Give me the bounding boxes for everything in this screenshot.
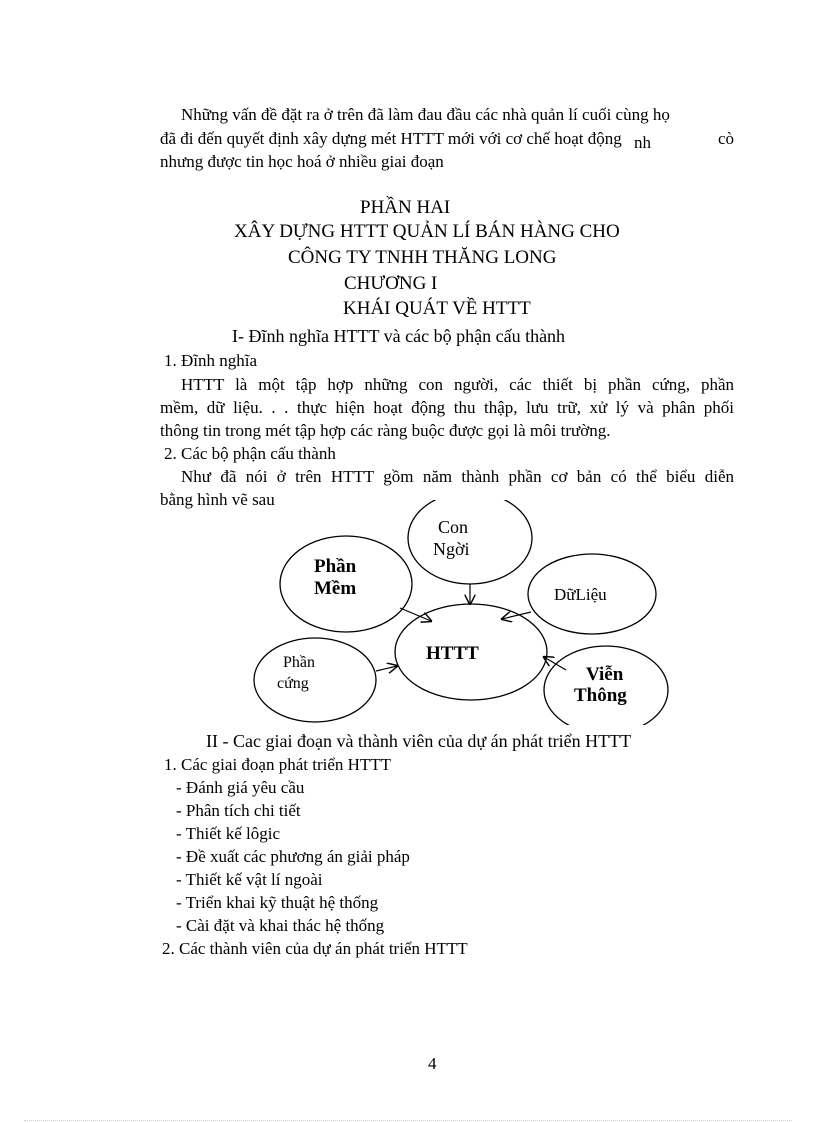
intro-line-2-end: cò: [717, 129, 734, 148]
components-line-2: bằng hình vẽ sau: [160, 490, 275, 509]
section2-item1-title: 1. Các giai đoạn phát triển HTTT: [164, 755, 392, 774]
part-subtitle-2: CÔNG TY TNHH THĂNG LONG: [288, 247, 557, 268]
stage-item: - Cài đặt và khai thác hệ thống: [176, 916, 385, 935]
phan-cung-label-1: Phần: [283, 654, 315, 671]
components-line-1: Như đã nói ở trên HTTT gồm năm thành phần cơ bản có thể biểu diễn: [181, 467, 734, 486]
section2-item2-title: 2. Các thành viên của dự án phát triển HTTT: [162, 939, 468, 958]
section1-item1-title: 1. Đĩnh nghĩa: [164, 351, 258, 370]
stage-item: - Thiết kế vật lí ngoài: [176, 870, 323, 889]
section1-item2-title: 2. Các bộ phận cấu thành: [164, 444, 336, 463]
page-number: 4: [428, 1054, 437, 1073]
definition-line-1: HTTT là một tập hợp những con người, các thiết bị phần cứng, phần: [181, 375, 734, 394]
intro-line-2-main: đã đi đến quyết định xây dựng mét HTTT mới với cơ chế hoạt động: [160, 129, 622, 148]
htts-center-label: HTTT: [426, 643, 479, 664]
phan-mem-label-1: Phần: [314, 556, 357, 577]
definition-line-3: thông tin trong mét tập hợp các ràng buộc được gọi là môi trường.: [160, 421, 611, 440]
section2-heading: II - Cac giai đoạn và thành viên của dự án phát triển HTTT: [206, 731, 632, 751]
con-nguoi-label-1: Con: [438, 517, 469, 537]
intro-line-2-sub: nh: [633, 133, 651, 152]
phan-cung-node: [254, 638, 376, 722]
stage-item: - Phân tích chi tiết: [176, 801, 301, 820]
stage-item: - Triển khai kỹ thuật hệ thống: [176, 893, 379, 912]
phan-cung-label-2: cứng: [277, 675, 309, 692]
phan-mem-label-2: Mềm: [314, 578, 357, 599]
stage-item: - Thiết kế lôgic: [176, 824, 281, 843]
page-bottom-rule: [24, 1120, 792, 1121]
con-nguoi-label-2: Ngời: [433, 539, 470, 559]
arrow-phan-cung: [376, 666, 397, 671]
intro-line-3: nhưng được tin học hoá ở nhiều giai đoạn: [160, 152, 444, 171]
htts-components-diagram: [240, 500, 680, 725]
stage-item: - Đề xuất các phương án giải pháp: [176, 847, 410, 866]
stage-item: - Đánh giá yêu cầu: [176, 778, 305, 797]
chapter-subtitle: KHÁI QUÁT VỀ HTTT: [343, 298, 531, 319]
definition-line-2: mềm, dữ liệu. . . thực hiện hoạt động thu thập, lưu trữ, xử lý và phân phối: [160, 398, 734, 417]
chapter-title: CHƯƠNG I: [344, 273, 438, 294]
du-lieu-label: DữLiệu: [554, 585, 607, 604]
intro-line-2: [160, 128, 734, 150]
part-subtitle-1: XÂY DỰNG HTTT QUẢN LÍ BÁN HÀNG CHO: [234, 221, 620, 242]
intro-line-1: Những vấn đề đặt ra ở trên đã làm đau đầu các nhà quản lí cuối cùng họ: [181, 105, 670, 124]
vien-thong-label-2: Thông: [574, 685, 627, 706]
vien-thong-label-1: Viễn: [586, 664, 624, 685]
section1-heading: I- Đĩnh nghĩa HTTT và các bộ phận cấu thành: [232, 326, 566, 346]
con-nguoi-node: [408, 500, 532, 584]
part-title: PHẦN HAI: [360, 197, 451, 218]
